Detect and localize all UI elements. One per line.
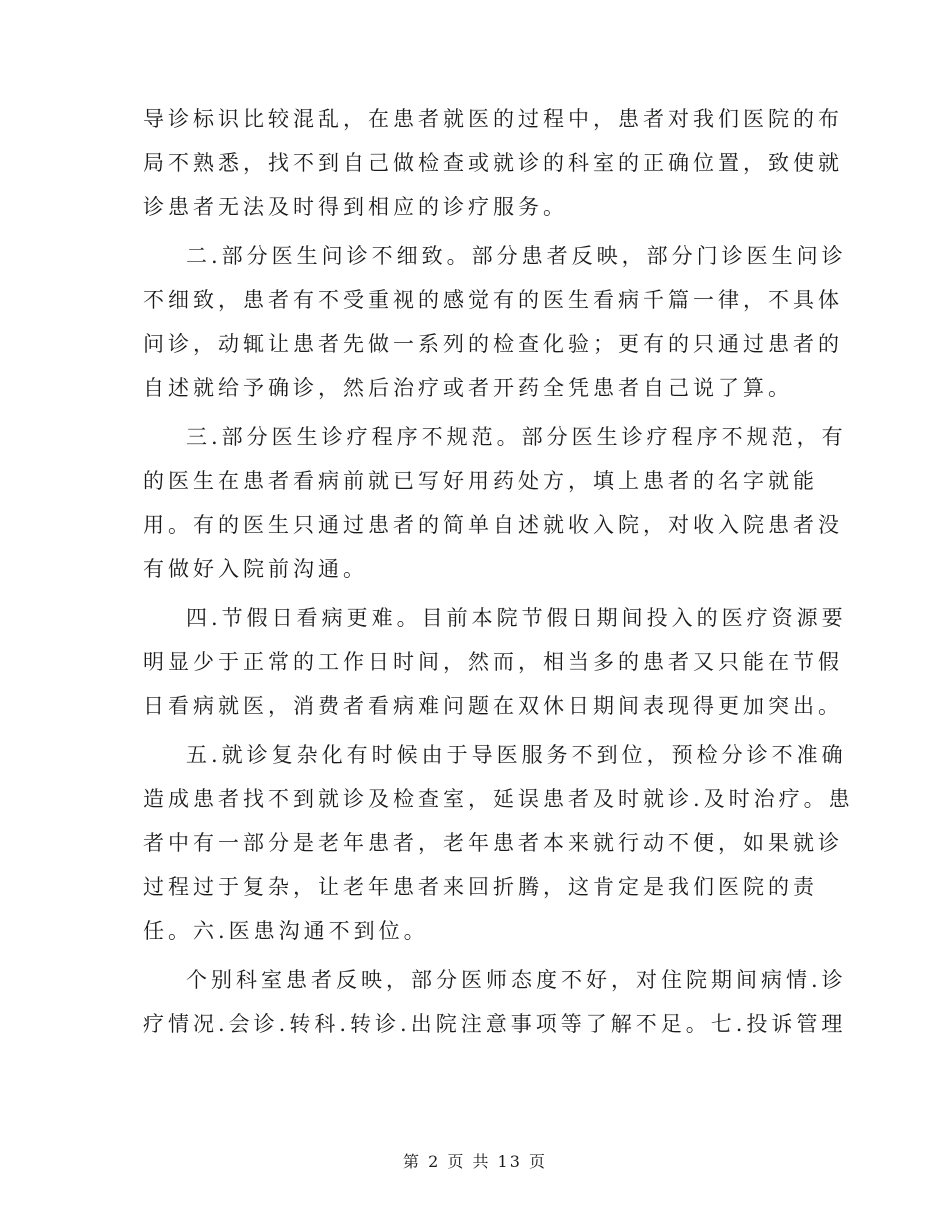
paragraph-3-heading-line: 三.部分医生诊疗程序不规范。部分医生诊疗程序不规范，有 xyxy=(186,425,847,449)
text-line: 日看病就医，消费者看病难问题在双休日期间表现得更加突出。 xyxy=(143,694,843,718)
page-number-footer: 第 2 页 共 13 页 xyxy=(403,1152,547,1171)
text-line: 有做好入院前沟通。 xyxy=(143,557,368,581)
text-line: 局不熟悉，找不到自己做检查或就诊的科室的正确位置，致使就 xyxy=(143,151,843,175)
text-line: 任。六.医患沟通不到位。 xyxy=(143,919,429,943)
paragraph-4-heading-line: 四.节假日看病更难。目前本院节假日期间投入的医疗资源要 xyxy=(186,606,847,630)
text-line: 问诊，动辄让患者先做一系列的检查化验；更有的只通过患者的 xyxy=(143,332,843,356)
text-line: 用。有的医生只通过患者的简单自述就收入院，对收入院患者没 xyxy=(143,513,843,537)
text-line: 明显少于正常的工作日时间，然而，相当多的患者又只能在节假 xyxy=(143,650,843,674)
text-line: 造成患者找不到就诊及检查室，延误患者及时就诊.及时治疗。患 xyxy=(143,787,854,811)
paragraph-7-first-line: 个别科室患者反映，部分医师态度不好，对住院期间病情.诊 xyxy=(186,968,847,992)
text-line: 诊患者无法及时得到相应的诊疗服务。 xyxy=(143,195,568,219)
text-line: 自述就给予确诊，然后治疗或者开药全凭患者自己说了算。 xyxy=(143,376,793,400)
paragraph-2-heading-line: 二.部分医生问诊不细致。部分患者反映，部分门诊医生问诊 xyxy=(186,244,847,268)
text-line: 导诊标识比较混乱，在患者就医的过程中，患者对我们医院的布 xyxy=(143,107,843,131)
text-line: 疗情况.会诊.转科.转诊.出院注意事项等了解不足。七.投诉管理 xyxy=(143,1012,847,1036)
text-line: 的医生在患者看病前就已写好用药处方，填上患者的名字就能 xyxy=(143,469,818,493)
paragraph-5-heading-line: 五.就诊复杂化有时候由于导医服务不到位，预检分诊不准确 xyxy=(186,743,847,767)
text-line: 者中有一部分是老年患者，老年患者本来就行动不便，如果就诊 xyxy=(143,831,843,855)
text-line: 不细致，患者有不受重视的感觉有的医生看病千篇一律，不具体 xyxy=(143,288,843,312)
text-line: 过程过于复杂，让老年患者来回折腾，这肯定是我们医院的责 xyxy=(143,875,818,899)
